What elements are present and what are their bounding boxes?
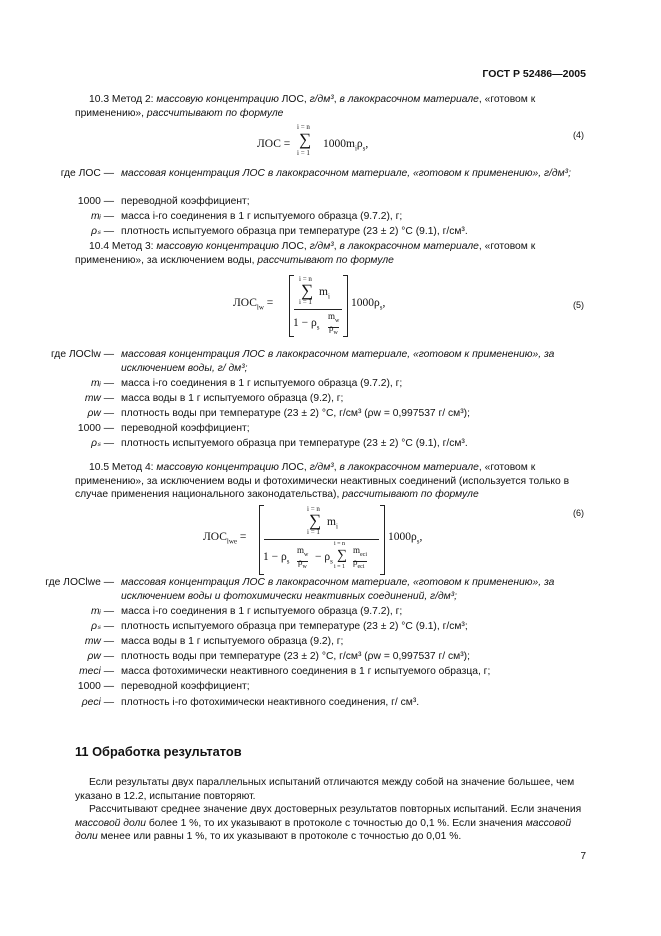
- mass: m: [327, 516, 336, 528]
- legend-symbol: ρeci —: [81, 697, 114, 708]
- term: массовую концентрацию: [156, 94, 279, 105]
- right-bracket: [343, 275, 348, 337]
- para-lead: 10.3 Метод 2:: [89, 94, 157, 105]
- section-11-paragraph-1: Если результаты двух параллельных испытаний отличаются между собой на значение большее, чем указано в 12.2, испытание повторяют.: [75, 777, 575, 802]
- mass: m: [297, 545, 305, 555]
- legend-symbol: mᵢ —: [90, 606, 114, 617]
- sum-upper: i = n: [334, 541, 346, 547]
- equals: =: [239, 531, 247, 543]
- subscript: lwe: [226, 537, 238, 546]
- formula-lhs: ЛОС =: [257, 138, 291, 150]
- legend-symbol: ρw —: [87, 651, 114, 662]
- legend-text: масса i-го соединения в 1 г испытуемого образца (9.7.2), г;: [121, 211, 403, 222]
- legend-text: масса воды в 1 г испытуемого образца (9.2), г;: [121, 636, 344, 647]
- text: более 1 %, то их указывают в протоколе с точностью до 0,1 %. Если значения: [146, 817, 526, 829]
- legend-text: массовая концентрация ЛОС в лакокрасочном материале, «готовом к применению», за исключением воды, г/ дм³;: [121, 349, 555, 374]
- comma: ,: [382, 297, 386, 309]
- legend-symbol: 1000 —: [77, 681, 114, 692]
- legend-symbol: ρₛ —: [91, 621, 114, 632]
- text: ,: [333, 94, 340, 105]
- subscript: w: [335, 317, 340, 324]
- subscript: s: [330, 557, 333, 566]
- minus-rho: − ρ: [315, 551, 331, 563]
- sum-lower: i = 1: [334, 564, 346, 570]
- one-minus: 1 − ρ: [293, 317, 317, 329]
- one-minus: 1 − ρ: [263, 551, 287, 563]
- legend-text: масса i-го соединения в 1 г испытуемого образца (9.7.2), г;: [121, 378, 403, 389]
- unit: г/дм³: [309, 94, 334, 105]
- equation-number-5: (5): [573, 300, 584, 310]
- fraction-bar: [294, 309, 342, 310]
- para-lead: 10.4 Метод 3:: [89, 241, 157, 252]
- text: ЛОС,: [278, 462, 310, 473]
- subscript: eci: [357, 563, 365, 570]
- equation-number-4: (4): [573, 130, 584, 140]
- term: в лакокрасочном материале: [339, 241, 479, 252]
- formula-tail: 1000ρ: [351, 297, 380, 309]
- term: в лакокрасочном материале: [339, 94, 479, 105]
- formula-6: [203, 505, 463, 577]
- formula-body: 1000m: [323, 138, 355, 150]
- term: массовой доли: [75, 817, 146, 829]
- subscript: i: [354, 144, 357, 153]
- legend-text: плотность воды при температуре (23 ± 2) °С, г/см³ (ρw = 0,997537 г/ см³);: [121, 651, 470, 662]
- subscript: i: [327, 292, 330, 301]
- subscript: s: [286, 557, 290, 566]
- para-lead: 10.5 Метод 4:: [89, 462, 157, 473]
- sum-icon: ∑: [309, 511, 322, 530]
- rho: ρ: [298, 557, 303, 567]
- legend-symbol: где ЛОС —: [60, 168, 114, 179]
- term: рассчитывают по формуле: [342, 489, 479, 501]
- section-heading: 11 Обработка результатов: [75, 744, 242, 759]
- legend-symbol: mᵢ —: [90, 378, 114, 389]
- paragraph-10-3: [75, 93, 585, 120]
- subscript: eci: [360, 551, 368, 558]
- rho: ρ: [353, 557, 358, 567]
- legend-symbol: ρw —: [87, 408, 114, 419]
- formula-lhs: ЛОС: [233, 297, 257, 309]
- legend-text: переводной коэффициент;: [121, 196, 250, 207]
- unit: г/дм³: [309, 462, 334, 473]
- sum-lower: i = 1: [299, 298, 312, 306]
- sum-upper: i = n: [307, 505, 320, 513]
- comma: ,: [365, 138, 369, 150]
- subscript: lw: [256, 303, 264, 312]
- formula-tail: 1000ρ: [388, 531, 417, 543]
- term: массовой доли: [75, 817, 572, 843]
- text: менее или равны 1 %, то их указывают в протоколе с точностью до 0,01 %.: [97, 831, 462, 843]
- sum-icon: ∑: [299, 130, 312, 149]
- text: ЛОС,: [278, 241, 310, 252]
- rho: ρ: [356, 138, 363, 150]
- unit: г/дм³: [309, 241, 334, 252]
- text: , «готовом к применению»,: [75, 94, 536, 119]
- subscript: i: [335, 522, 338, 531]
- legend-text: плотность i-го фотохимически неактивного соединения, г/ см³.: [121, 697, 420, 708]
- right-bracket: [380, 505, 385, 575]
- legend-symbol: mᵢ —: [90, 211, 114, 222]
- fraction-bar: [264, 539, 379, 540]
- equation-number-6: (6): [573, 508, 584, 518]
- subscript: s: [362, 144, 366, 153]
- text: ,: [333, 241, 340, 252]
- text: ,: [333, 462, 340, 473]
- text: , «готовом к применению», за исключением воды,: [75, 241, 536, 266]
- legend-symbol: mw —: [84, 636, 114, 647]
- text: Рассчитывают среднее значение двух достоверных результатов повторных испытаний. Если значения: [89, 804, 582, 815]
- term: массовую концентрацию: [156, 241, 279, 252]
- rho: ρ: [329, 323, 334, 333]
- text: ЛОС,: [278, 94, 310, 105]
- formula-lhs: ЛОС: [203, 531, 227, 543]
- legend-text: масса i-го соединения в 1 г испытуемого образца (9.7.2), г;: [121, 606, 403, 617]
- legend-symbol: 1000 —: [77, 196, 114, 207]
- legend-text: переводной коэффициент;: [121, 681, 250, 692]
- paragraph-10-5: [75, 461, 585, 502]
- legend-text: переводной коэффициент;: [121, 423, 250, 434]
- sum-lower: i = 1: [307, 528, 320, 536]
- legend-text: масса воды в 1 г испытуемого образца (9.2), г;: [121, 393, 344, 404]
- legend-text: массовая концентрация ЛОС в лакокрасочном материале, «готовом к применению», за исключением воды и фотохимически неактивных соединений, г/дм³;: [121, 577, 555, 602]
- term: массовую концентрацию: [156, 462, 279, 473]
- mass: m: [328, 311, 336, 321]
- legend-symbol: ρₛ —: [91, 438, 114, 449]
- term: в лакокрасочном материале: [339, 462, 479, 473]
- legend-text: плотность испытуемого образца при температуре (23 ± 2) °С (9.1), г/см³.: [121, 226, 468, 237]
- subscript: w: [304, 551, 309, 558]
- mass: m: [319, 286, 328, 298]
- legend-symbol: где ЛОСlw —: [51, 349, 114, 360]
- legend-symbol: meci —: [79, 666, 114, 677]
- term: рассчитывают по формуле: [146, 107, 284, 119]
- subscript: w: [333, 329, 338, 336]
- text: , «готовом к применению», за исключением воды и фотохимически неактивных соединений (используется только в случае применения национального законодательства),: [75, 462, 570, 501]
- legend-symbol: 1000 —: [77, 423, 114, 434]
- section-11-paragraph-2: [75, 803, 585, 844]
- subscript: w: [302, 563, 307, 570]
- sum-lower: i = 1: [297, 149, 310, 157]
- legend-text: массовая концентрация ЛОС в лакокрасочном материале, «готовом к применению», г/дм³;: [121, 168, 571, 179]
- equals: =: [266, 297, 274, 309]
- legend-text: масса фотохимически неактивного соединения в 1 г испытуемого образца, г;: [121, 666, 491, 677]
- legend-symbol: где ЛОСlwe —: [45, 577, 114, 588]
- page-number: 7: [580, 851, 586, 862]
- sum-upper: i = n: [299, 275, 312, 283]
- comma: ,: [419, 531, 423, 543]
- subscript: s: [416, 537, 420, 546]
- legend-text: плотность испытуемого образца при температуре (23 ± 2) °С (9.1), г/см³;: [121, 621, 468, 632]
- paragraph-10-4: [75, 240, 585, 267]
- term: рассчитывают по формуле: [257, 254, 394, 266]
- legend-text: плотность испытуемого образца при температуре (23 ± 2) °С (9.1), г/см³.: [121, 438, 468, 449]
- legend-text: плотность воды при температуре (23 ± 2) °С, г/см³ (ρw = 0,997537 г/ см³);: [121, 408, 470, 419]
- sum-upper: i = n: [297, 123, 310, 131]
- subscript: s: [316, 323, 320, 332]
- sum-icon: ∑: [337, 548, 347, 563]
- legend-symbol: mw —: [84, 393, 114, 404]
- document-code: ГОСТ Р 52486—2005: [482, 68, 586, 80]
- subscript: s: [379, 303, 383, 312]
- legend-symbol: ρₛ —: [91, 226, 114, 237]
- formula-5: [233, 275, 433, 337]
- mass: m: [353, 545, 361, 555]
- sum-icon: ∑: [301, 281, 314, 300]
